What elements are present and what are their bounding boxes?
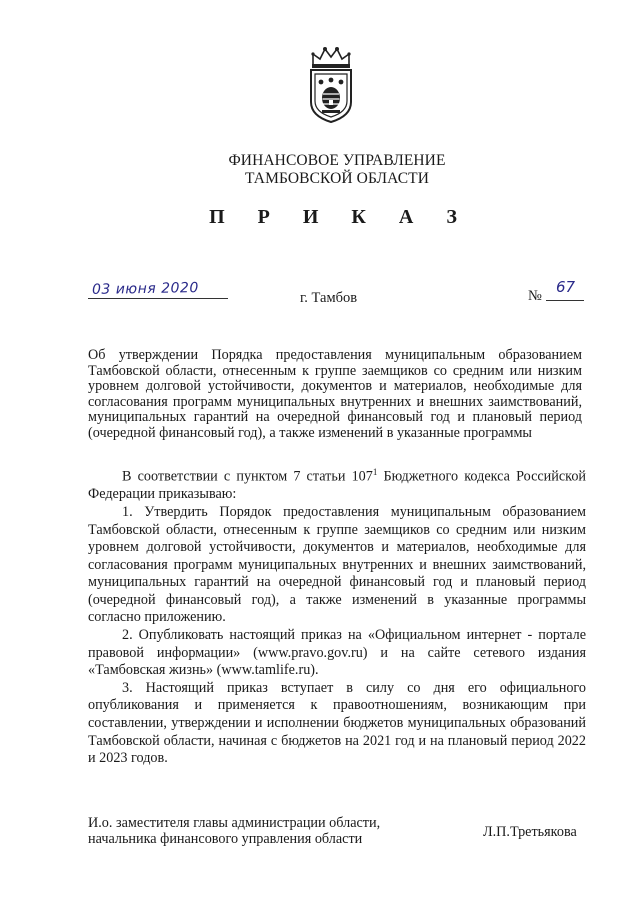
number-underline [546, 300, 584, 301]
signatory-position [88, 816, 380, 847]
number-sign: № [528, 288, 542, 304]
signatory-name: Л.П.Третьякова [483, 824, 577, 840]
order-body [88, 464, 586, 768]
preamble-paragraph [88, 464, 586, 504]
document-type-title: П Р И К А З [209, 206, 471, 228]
coat-of-arms-icon [303, 44, 359, 124]
preamble-text-b: Бюджетного кодекса Российской Федерации приказываю: [88, 468, 587, 503]
item-2-paragraph: 2. Опубликовать настоящий приказ на «Официальном интернет - портале правовой информации» (www.pravo.gov.ru) и на сайте сетевого издания «Тамбовская жизнь» (www.tamlife.ru). [88, 627, 586, 679]
order-subject: Об утверждении Порядка предоставления муниципальным образованием Тамбовской области, отнесенным к группе заемщиков со средним или низким уровнем долговой устойчивости, документов и материалов, необходимые для согласования программ муниципальных внутренних и внешних заимствований, муниципальных гарантий на очередной финансовый год и плановый период (очередной финансовый год), а также изменений в указанные программы [88, 347, 582, 441]
preamble-text-a: В соответствии с пунктом 7 статьи 107 [122, 468, 373, 485]
signatory-position-line-1: И.о. заместителя главы администрации области, [88, 815, 381, 831]
date-underline [88, 298, 228, 299]
handwritten-order-number: 67 [556, 278, 576, 296]
preamble-superscript: 1 [372, 467, 378, 477]
organization-line-1: ФИНАНСОВОЕ УПРАВЛЕНИЕ [228, 152, 446, 169]
organization-name [0, 152, 640, 188]
signatory-position-line-2: начальника финансового управления области [88, 830, 363, 847]
city-label: г. Тамбов [300, 290, 358, 306]
handwritten-date: 03 июня 2020 [91, 280, 199, 298]
item-1-paragraph: 1. Утвердить Порядок предоставления муниципальным образованием Тамбовской области, отнесенным к группе заемщиков со средним или низким уровнем долговой устойчивости, документов и материалов, необходимые для согласования программ муниципальных внутренних и внешних заимствований, муниципальных гарантий на очередной финансовый год и плановый период (очередной финансовый год), а также изменений в указанные программы согласно приложению. [88, 503, 586, 626]
item-3-paragraph: 3. Настоящий приказ вступает в силу со дня его официального опубликования и применяется к правоотношениям, возникающим при составлении, утверждении и исполнении бюджетов муниципальных образований Тамбовской области, начиная с бюджетов на 2021 год и на плановый период 2022 и 2023 годов. [88, 679, 586, 767]
organization-line-2: ТАМБОВСКОЙ ОБЛАСТИ [245, 170, 429, 187]
